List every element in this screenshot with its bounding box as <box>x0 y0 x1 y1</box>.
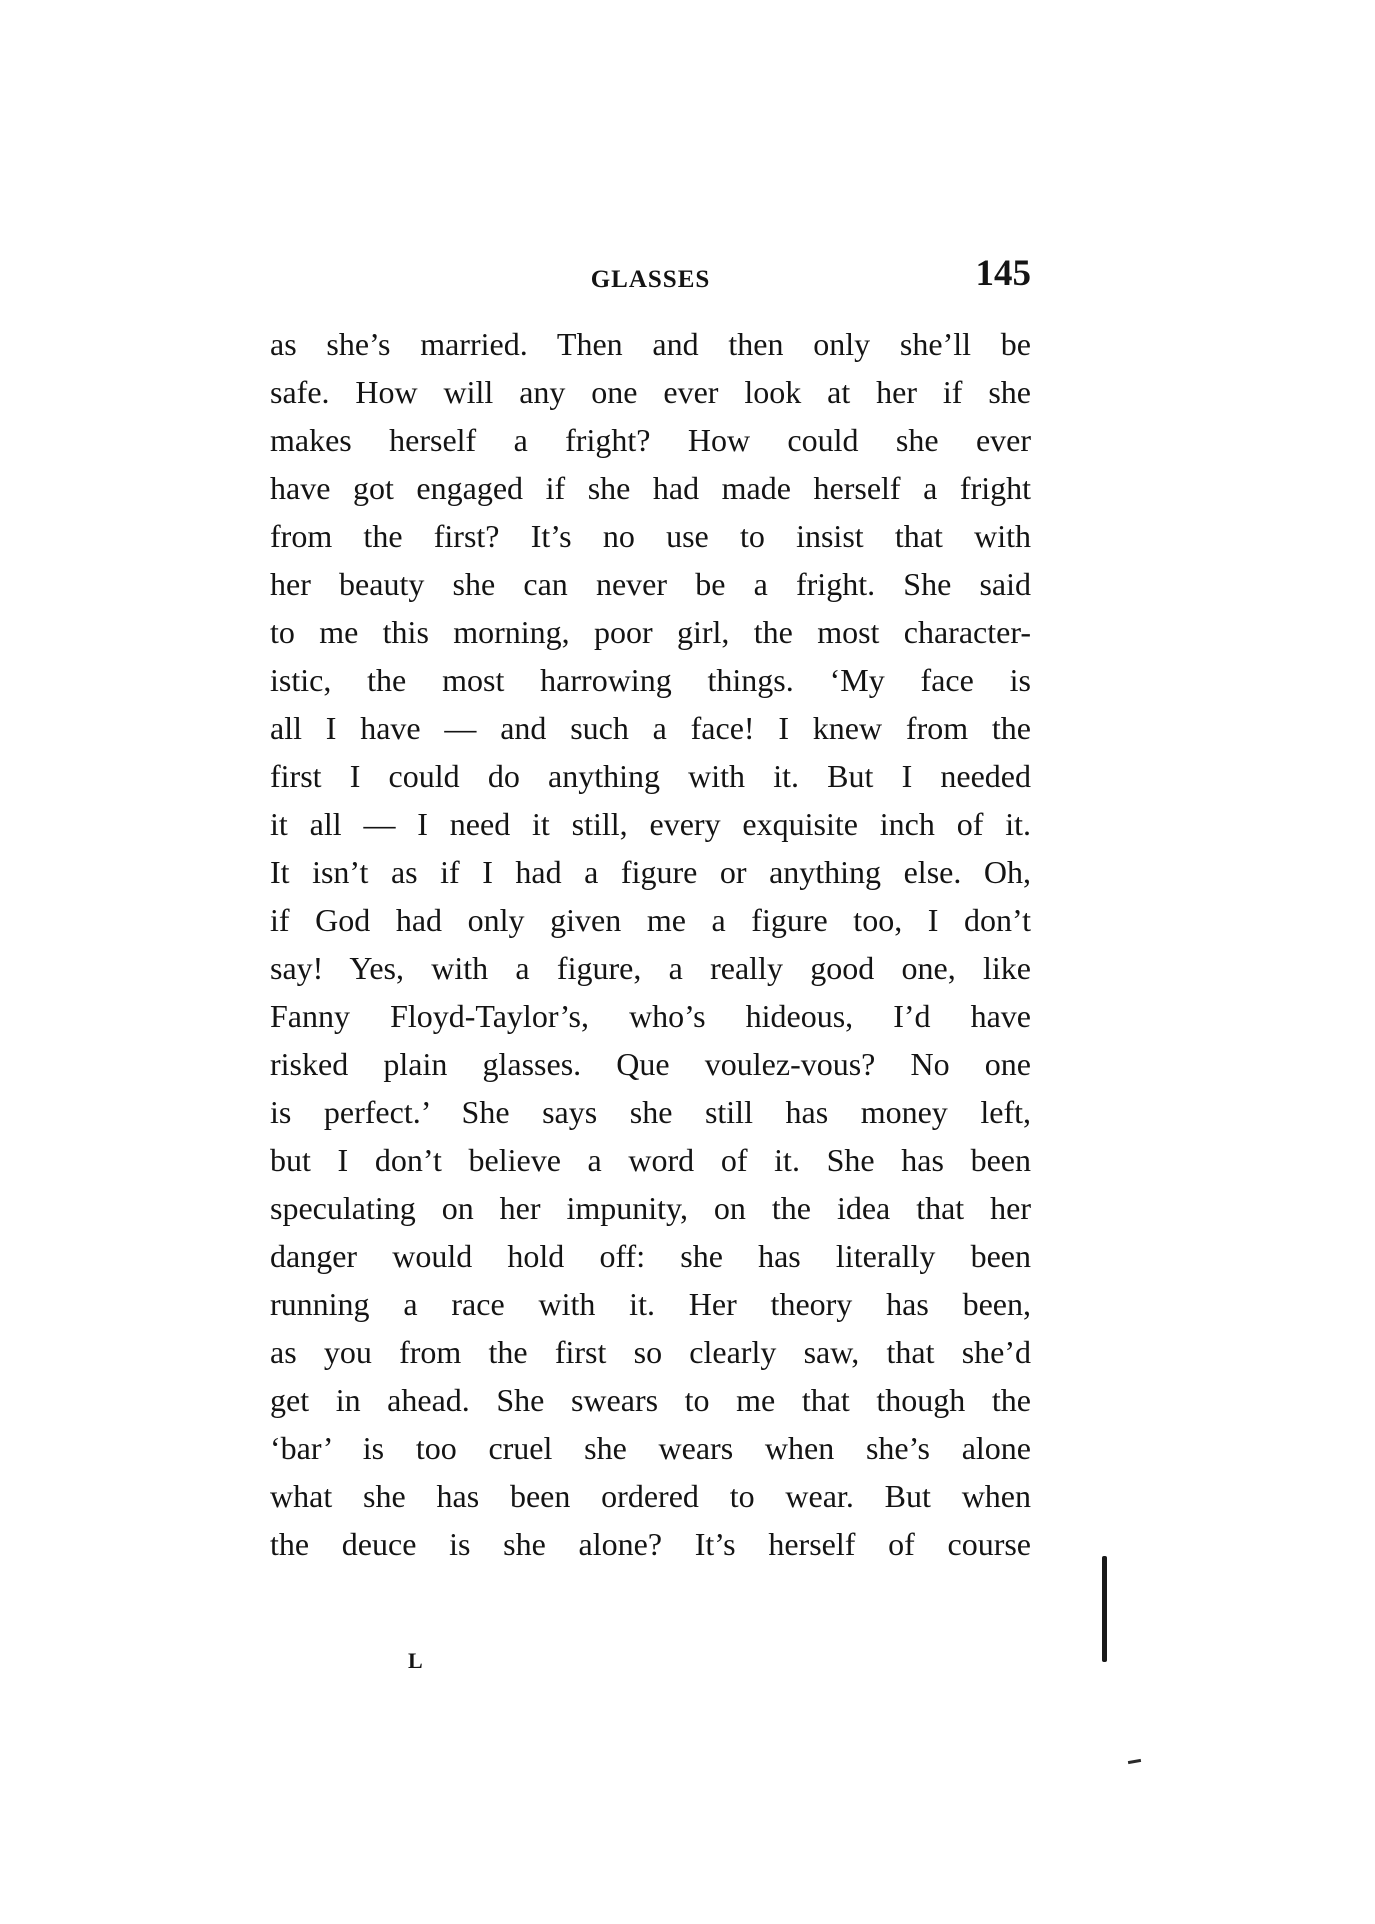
text-line: istic, the most harrowing things. ‘My face is <box>270 662 1031 698</box>
text-line: all I have — and such a face! I knew from the <box>270 710 1031 746</box>
body-text <box>270 320 1031 1568</box>
text-line: first I could do anything with it. But I needed <box>270 758 1031 794</box>
text-line: speculating on her impunity, on the idea that her <box>270 1190 1031 1226</box>
text-line: Fanny Floyd-Taylor’s, who’s hideous, I’d have <box>270 998 1031 1034</box>
text-line: but I don’t believe a word of it. She has been <box>270 1142 1031 1178</box>
text-line: makes herself a fright? How could she ever <box>270 422 1031 458</box>
text-line: say! Yes, with a figure, a really good one, like <box>270 950 1031 986</box>
text-line: ‘bar’ is too cruel she wears when she’s alone <box>270 1430 1031 1466</box>
text-line: danger would hold off: she has literally been <box>270 1238 1031 1274</box>
text-line: from the first? It’s no use to insist that with <box>270 518 1031 554</box>
text-line: have got engaged if she had made herself a fright <box>270 470 1031 506</box>
text-line: her beauty she can never be a fright. She said <box>270 566 1031 602</box>
scan-artifact <box>1128 1759 1141 1764</box>
text-line: what she has been ordered to wear. But when <box>270 1478 1031 1514</box>
running-title: GLASSES <box>590 266 711 293</box>
text-line: as she’s married. Then and then only she’ll be <box>270 326 1031 362</box>
text-line: as you from the first so clearly saw, that she’d <box>270 1334 1031 1370</box>
text-line: the deuce is she alone? It’s herself of course <box>270 1526 1031 1562</box>
text-line: safe. How will any one ever look at her if she <box>270 374 1031 410</box>
page-number: 145 <box>975 253 1031 294</box>
text-line: it all — I need it still, every exquisite inch of it. <box>270 806 1031 842</box>
running-header <box>270 252 1031 302</box>
page-edge-mark <box>1102 1556 1107 1662</box>
text-line: get in ahead. She swears to me that though the <box>270 1382 1031 1418</box>
text-line: if God had only given me a figure too, I don’t <box>270 902 1031 938</box>
signature-mark: L <box>408 1648 423 1673</box>
text-line: to me this morning, poor girl, the most character- <box>270 614 1031 650</box>
text-line: is perfect.’ She says she still has money left, <box>270 1094 1031 1130</box>
text-line: running a race with it. Her theory has been, <box>270 1286 1031 1322</box>
text-line: It isn’t as if I had a figure or anything else. Oh, <box>270 854 1031 890</box>
text-line: risked plain glasses. Que voulez-vous? No one <box>270 1046 1031 1082</box>
